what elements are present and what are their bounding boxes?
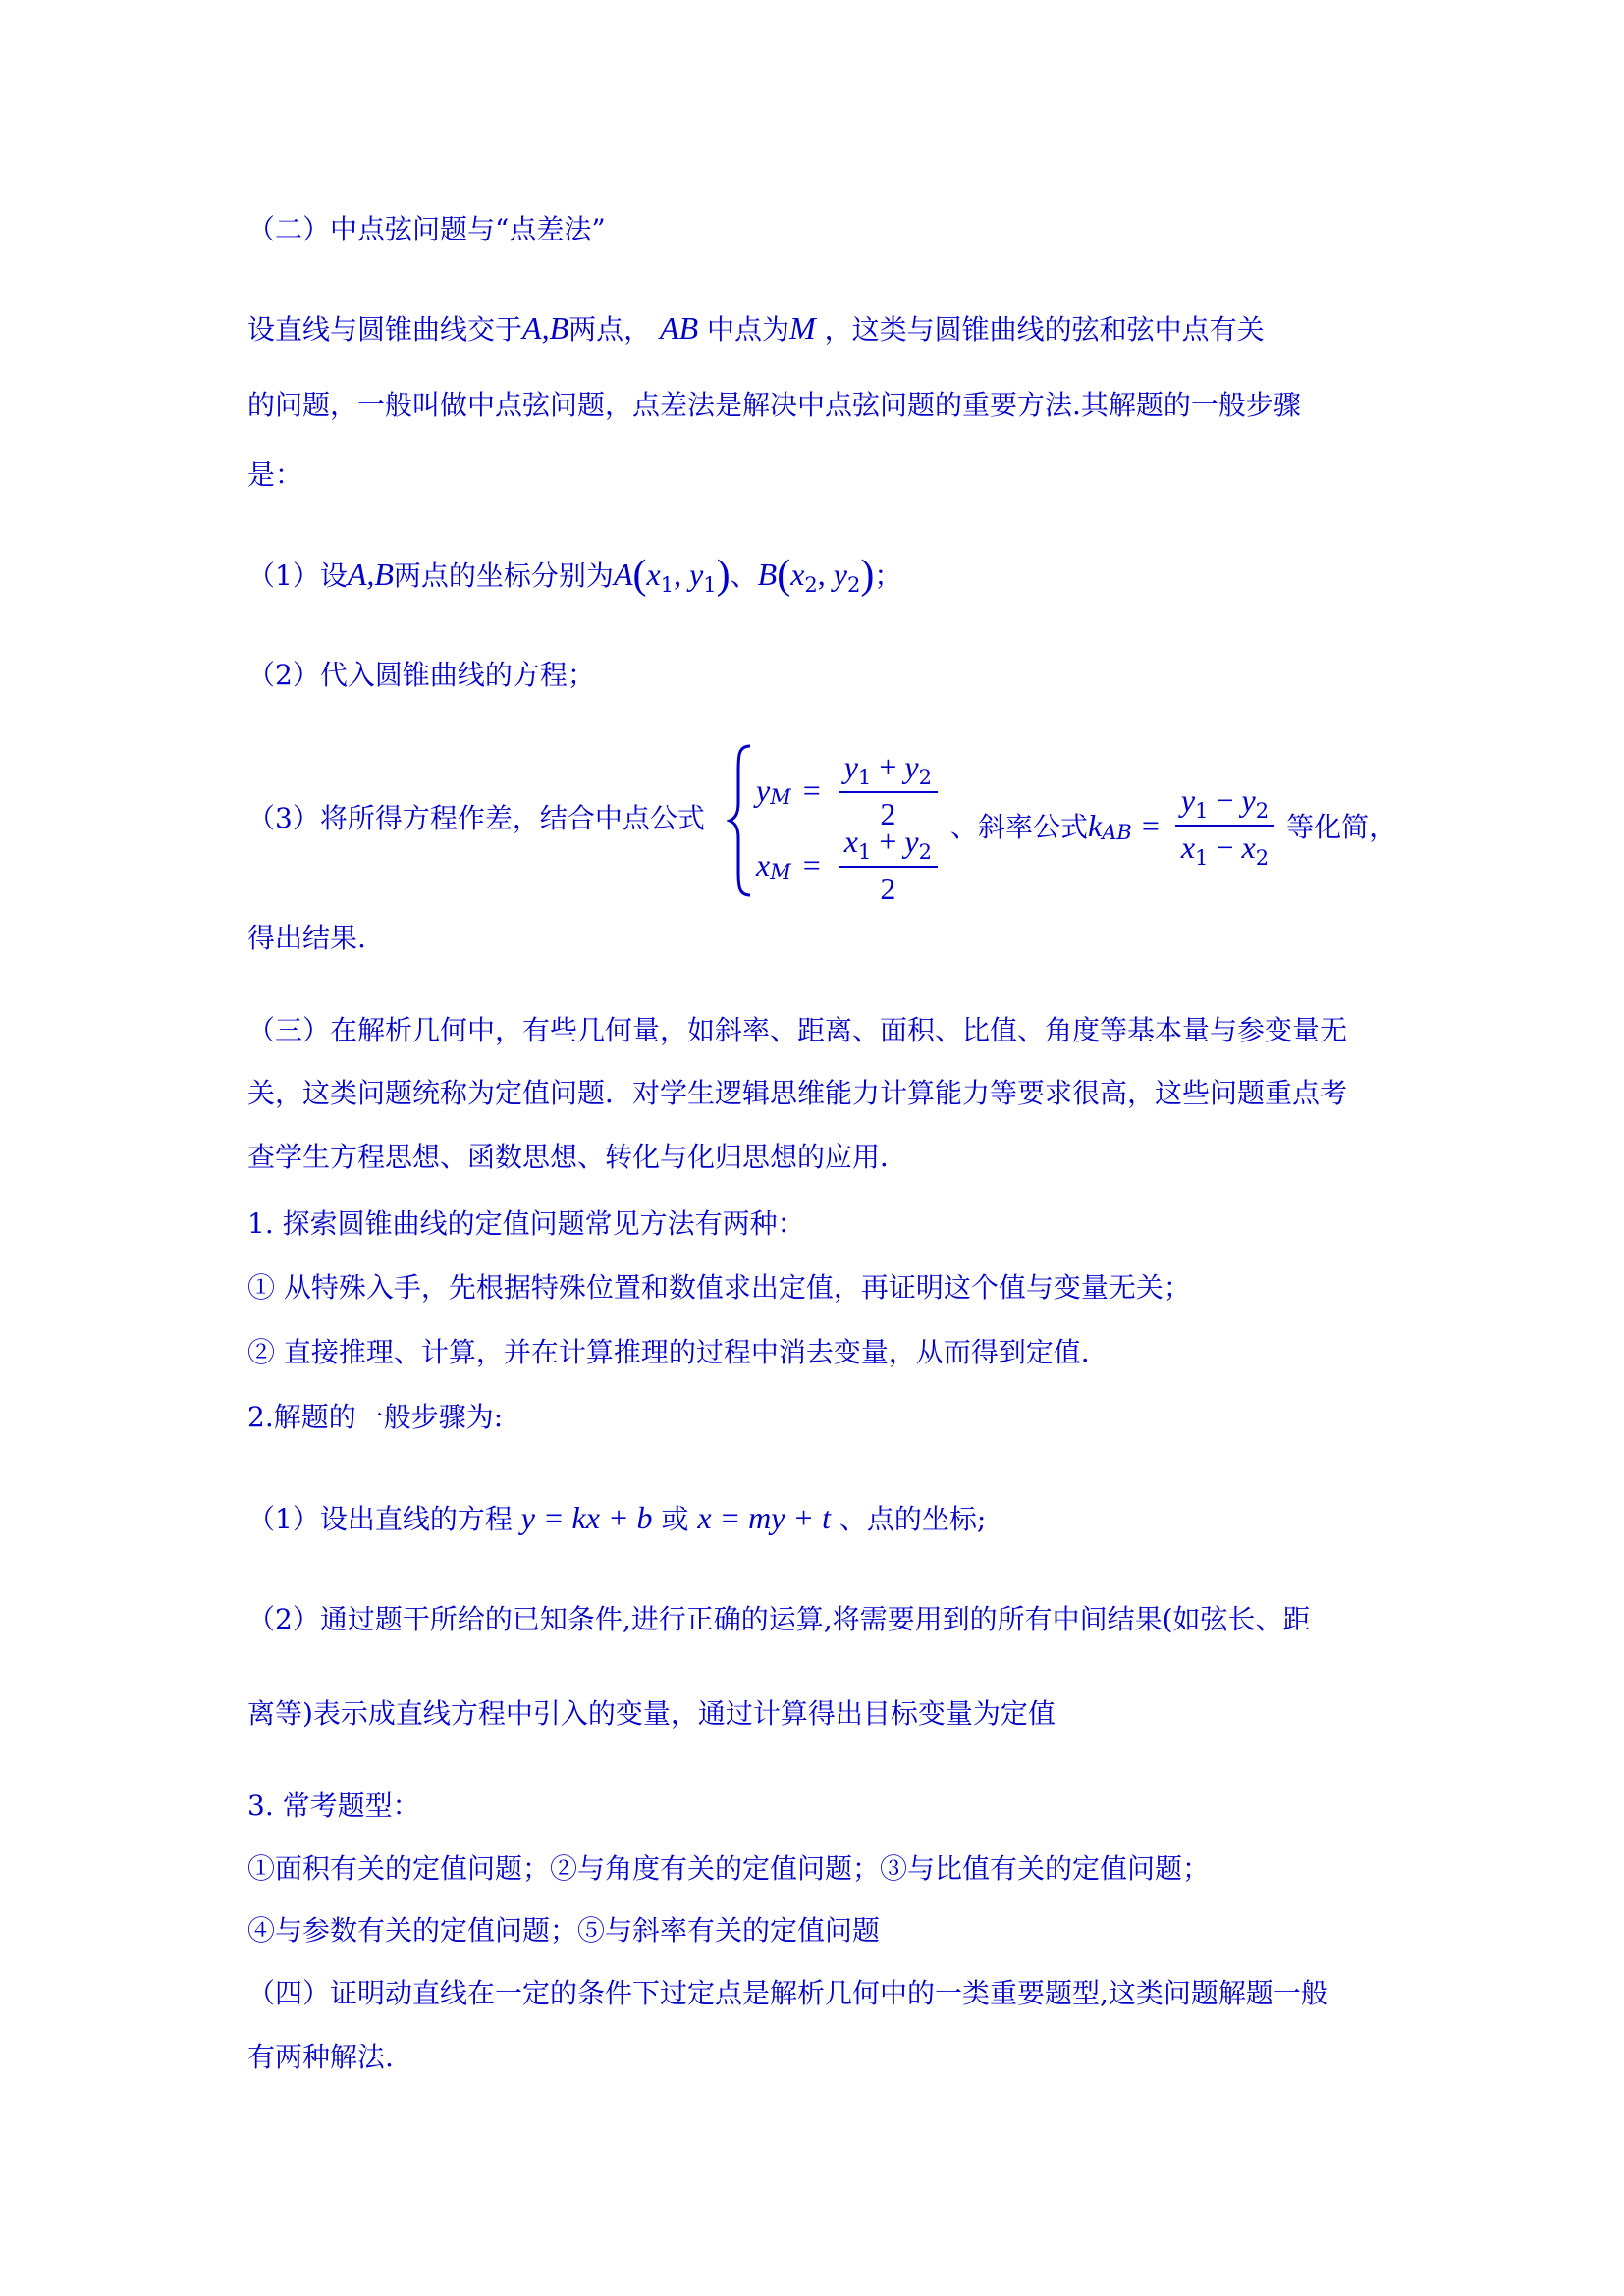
- math-x: x: [1241, 829, 1256, 865]
- math-comma: ,: [817, 557, 834, 592]
- step3-result: 得出结果.: [247, 922, 366, 954]
- math-y: y: [756, 772, 771, 808]
- math-sub: 2: [918, 766, 932, 789]
- left-brace-icon: [727, 742, 756, 899]
- math-minus: −: [1216, 782, 1234, 818]
- math-two: 2: [880, 796, 896, 831]
- math-midpoint-m: M: [789, 310, 816, 346]
- step1-text: （1）设: [247, 560, 348, 592]
- math-sub: AB: [1102, 821, 1132, 844]
- math-two: 2: [880, 871, 896, 906]
- math-point-b: B: [757, 557, 778, 592]
- math-y: y: [904, 749, 919, 784]
- math-sub: 2: [846, 573, 861, 597]
- math-comma: ,: [674, 557, 690, 592]
- section-3-types2: ④与参数有关的定值问题；⑤与斜率有关的定值问题: [247, 1914, 881, 1947]
- math-equals: =: [802, 772, 821, 808]
- math-sub: 1: [660, 573, 675, 597]
- math-x: x: [646, 557, 661, 592]
- end-punct: ；: [874, 560, 902, 592]
- math-sub: 2: [918, 840, 932, 864]
- math-sub: M: [770, 860, 791, 883]
- math-sub: M: [770, 785, 791, 809]
- math-equals: =: [802, 846, 821, 882]
- section-3-step1: [247, 1498, 986, 1539]
- paren-open: (: [632, 553, 647, 598]
- math-k: k: [1088, 807, 1103, 843]
- math-points-ab: A,B: [347, 557, 394, 592]
- section-3-item1: 1. 探索圆锥曲线的定值问题常见方法有两种：: [247, 1207, 805, 1240]
- math-x: x: [843, 824, 858, 859]
- section-3-line2: 关，这类问题统称为定值问题．对学生逻辑思维能力计算能力等要求很高，这些问题重点考: [247, 1077, 1348, 1109]
- step3-text: 等化简，: [1286, 811, 1397, 843]
- section-3-step2-line2: 离等)表示成直线方程中引入的变量，通过计算得出目标变量为定值: [247, 1697, 1056, 1730]
- math-equation-1: y = kx + b: [520, 1500, 653, 1535]
- math-y: y: [1180, 782, 1196, 818]
- math-sub: 1: [703, 573, 717, 597]
- section-4-line1: （四）证明动直线在一定的条件下过定点是解析几何中的一类重要题型,这类问题解题一般: [247, 1977, 1328, 2009]
- math-sub: 1: [1195, 846, 1209, 870]
- step1-text: 两点的坐标分别为: [393, 560, 614, 592]
- section-3-item1a: ① 从特殊入手，先根据特殊位置和数值求出定值，再证明这个值与变量无关；: [247, 1271, 1191, 1304]
- fraction: [1175, 781, 1274, 870]
- midpoint-formula-x: [756, 823, 944, 907]
- math-plus: +: [879, 824, 897, 859]
- math-y: y: [843, 749, 858, 784]
- step3-text: （3）将所得方程作差，结合中点公式: [247, 802, 705, 834]
- section-3-item2: 2.解题的一般步骤为:: [247, 1401, 504, 1433]
- math-equation-2: x = my + t: [697, 1500, 831, 1535]
- math-y: y: [833, 557, 847, 592]
- math-plus: +: [879, 749, 897, 784]
- step3-text: 、斜率公式: [950, 811, 1089, 843]
- paren-open: (: [777, 553, 791, 598]
- para1-text: ，这类与圆锥曲线的弦和弦中点有关: [824, 313, 1265, 346]
- math-sub: 2: [804, 573, 818, 597]
- math-y: y: [904, 824, 919, 859]
- para1-text: 设直线与圆锥曲线交于: [247, 313, 523, 346]
- math-x: x: [790, 557, 805, 592]
- math-x: x: [756, 846, 771, 882]
- math-sub: 2: [1255, 799, 1270, 823]
- math-points-ab: A,B: [522, 310, 569, 346]
- paren-close: ): [860, 553, 875, 598]
- step2-line: （2）代入圆锥曲线的方程；: [247, 659, 595, 691]
- para1-line3: 是：: [247, 458, 303, 491]
- math-segment-ab: AB: [660, 310, 699, 346]
- step1-line: [247, 553, 901, 598]
- math-sub: 1: [857, 766, 872, 789]
- section-3-item1b: ② 直接推理、计算，并在计算推理的过程中消去变量，从而得到定值．: [247, 1336, 1109, 1368]
- section-3-types1: ①面积有关的定值问题；②与角度有关的定值问题；③与比值有关的定值问题；: [247, 1852, 1211, 1885]
- section-3-step2-line1: （2）通过题干所给的已知条件,进行正确的运算,将需要用到的所有中间结果(如弦长、距: [247, 1603, 1311, 1635]
- math-point-a: A: [613, 557, 633, 592]
- section-3-item3: 3. 常考题型：: [247, 1789, 420, 1822]
- math-y: y: [1241, 782, 1256, 818]
- paren-close: ): [716, 553, 731, 598]
- para1-line2: 的问题，一般叫做中点弦问题，点差法是解决中点弦问题的重要方法.其解题的一般步骤: [247, 389, 1301, 421]
- para1-line1: [247, 308, 1265, 349]
- fraction: [839, 823, 938, 907]
- section-4-line2: 有两种解法.: [247, 2041, 394, 2073]
- step-text: 、点的坐标;: [839, 1503, 987, 1535]
- section-3-line3: 查学生方程思想、函数思想、转化与化归思想的应用．: [247, 1141, 908, 1173]
- fraction: [839, 748, 938, 832]
- section-2-heading: （二）中点弦问题与“点差法”: [247, 213, 606, 245]
- para1-text: 中点为: [707, 313, 790, 346]
- math-sub: 1: [1195, 799, 1209, 823]
- math-y: y: [689, 557, 704, 592]
- math-equals: =: [1141, 807, 1160, 843]
- math-sub: 2: [1255, 846, 1270, 870]
- slope-formula: [950, 781, 1396, 870]
- math-x: x: [1180, 829, 1196, 865]
- section-3-line1: （三）在解析几何中，有些几何量，如斜率、距离、面积、比值、角度等基本量与参变量无: [247, 1014, 1348, 1046]
- midpoint-formula-y: [756, 748, 944, 832]
- math-minus: −: [1216, 829, 1234, 865]
- step-text: 或: [661, 1503, 689, 1535]
- separator: 、: [730, 560, 758, 592]
- para1-text: 两点，: [568, 313, 652, 346]
- math-sub: 1: [857, 840, 872, 864]
- step-text: （1）设出直线的方程: [247, 1503, 513, 1535]
